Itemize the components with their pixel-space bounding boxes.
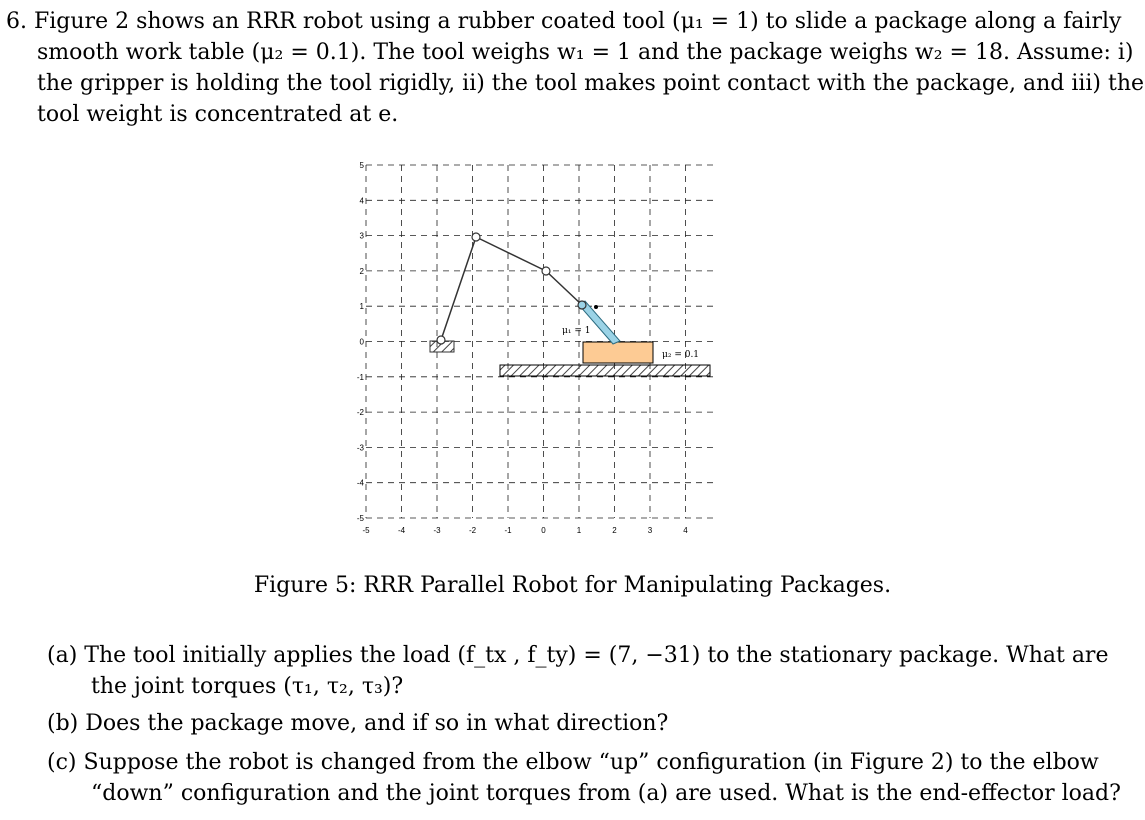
x-tick-label: 0	[541, 526, 546, 535]
link-1	[441, 237, 476, 340]
y-tick-label: -4	[356, 478, 364, 488]
problem-number: 6.	[6, 9, 27, 34]
problem-line-1	[6, 6, 1121, 38]
question-a	[47, 640, 1108, 671]
grid-lines	[366, 165, 715, 518]
y-tick-label: 3	[359, 231, 364, 241]
y-tick-label: -3	[356, 443, 364, 453]
y-tick-label: 1	[359, 302, 364, 312]
problem-text: Figure 2 shows an RRR robot using a rubber coated tool (μ₁ = 1) to slide a package along a fairly	[34, 9, 1122, 34]
problem-line-3: the gripper is holding the tool rigidly, ii) the tool makes point contact with the package, and iii) the	[37, 71, 1145, 96]
problem-line-2: smooth work table (μ₂ = 0.1). The tool weighs w₁ = 1 and the package weighs w₂ = 18. Assume: i)	[37, 40, 1134, 65]
joint-elbow	[472, 233, 480, 241]
question-label: (a)	[47, 643, 78, 668]
robot-diagram	[358, 155, 728, 550]
x-tick-label: 2	[612, 526, 617, 535]
mu1-label: μ₁ = 1	[562, 326, 591, 336]
y-tick-label: 2	[359, 266, 364, 276]
x-tick-label: -5	[362, 526, 370, 535]
x-tick-label: -4	[397, 526, 406, 535]
work-table	[500, 365, 710, 376]
question-text: The tool initially applies the load (f_tx , f_ty) = (7, −31) to the stationary package. What are	[84, 643, 1109, 668]
y-tick-label: 5	[359, 161, 364, 170]
y-tick-label: -1	[356, 372, 364, 382]
y-tick-label: 4	[359, 196, 364, 206]
joint-wrist	[542, 267, 550, 275]
question-c	[47, 747, 1099, 778]
joint-base	[437, 336, 445, 344]
question-text: Suppose the robot is changed from the elbow “up” configuration (in Figure 2) to the elbow	[83, 750, 1099, 775]
joint-gripper	[578, 301, 586, 309]
x-tick-label: 4	[683, 526, 688, 535]
y-tick-label: -2	[356, 408, 364, 418]
y-tick-label: -5	[356, 514, 364, 523]
question-label: (b)	[47, 711, 79, 736]
question-label: (c)	[47, 750, 77, 775]
package	[583, 342, 653, 363]
robot-figure	[358, 155, 728, 550]
x-tick-label: 1	[576, 526, 582, 535]
question-b	[47, 708, 668, 739]
figure-caption: Figure 5: RRR Parallel Robot for Manipulating Packages.	[253, 573, 892, 598]
y-tick-label: 0	[359, 337, 364, 347]
x-tick-label: -1	[504, 526, 512, 535]
x-tick-label: -3	[433, 526, 441, 535]
question-c-cont: “down” configuration and the joint torques from (a) are used. What is the end-effector load?	[91, 781, 1121, 806]
problem-line-4: tool weight is concentrated at e.	[37, 102, 399, 127]
link-3	[546, 271, 582, 305]
x-tick-label: -2	[468, 526, 477, 535]
x-tick-label: 3	[647, 526, 653, 535]
link-2	[476, 237, 546, 271]
mu2-label: μ₂ = 0.1	[662, 350, 700, 360]
question-a-cont: the joint torques (τ₁, τ₂, τ₃)?	[91, 674, 404, 699]
question-text: Does the package move, and if so in what direction?	[85, 711, 669, 736]
tool-point-e	[594, 305, 598, 309]
